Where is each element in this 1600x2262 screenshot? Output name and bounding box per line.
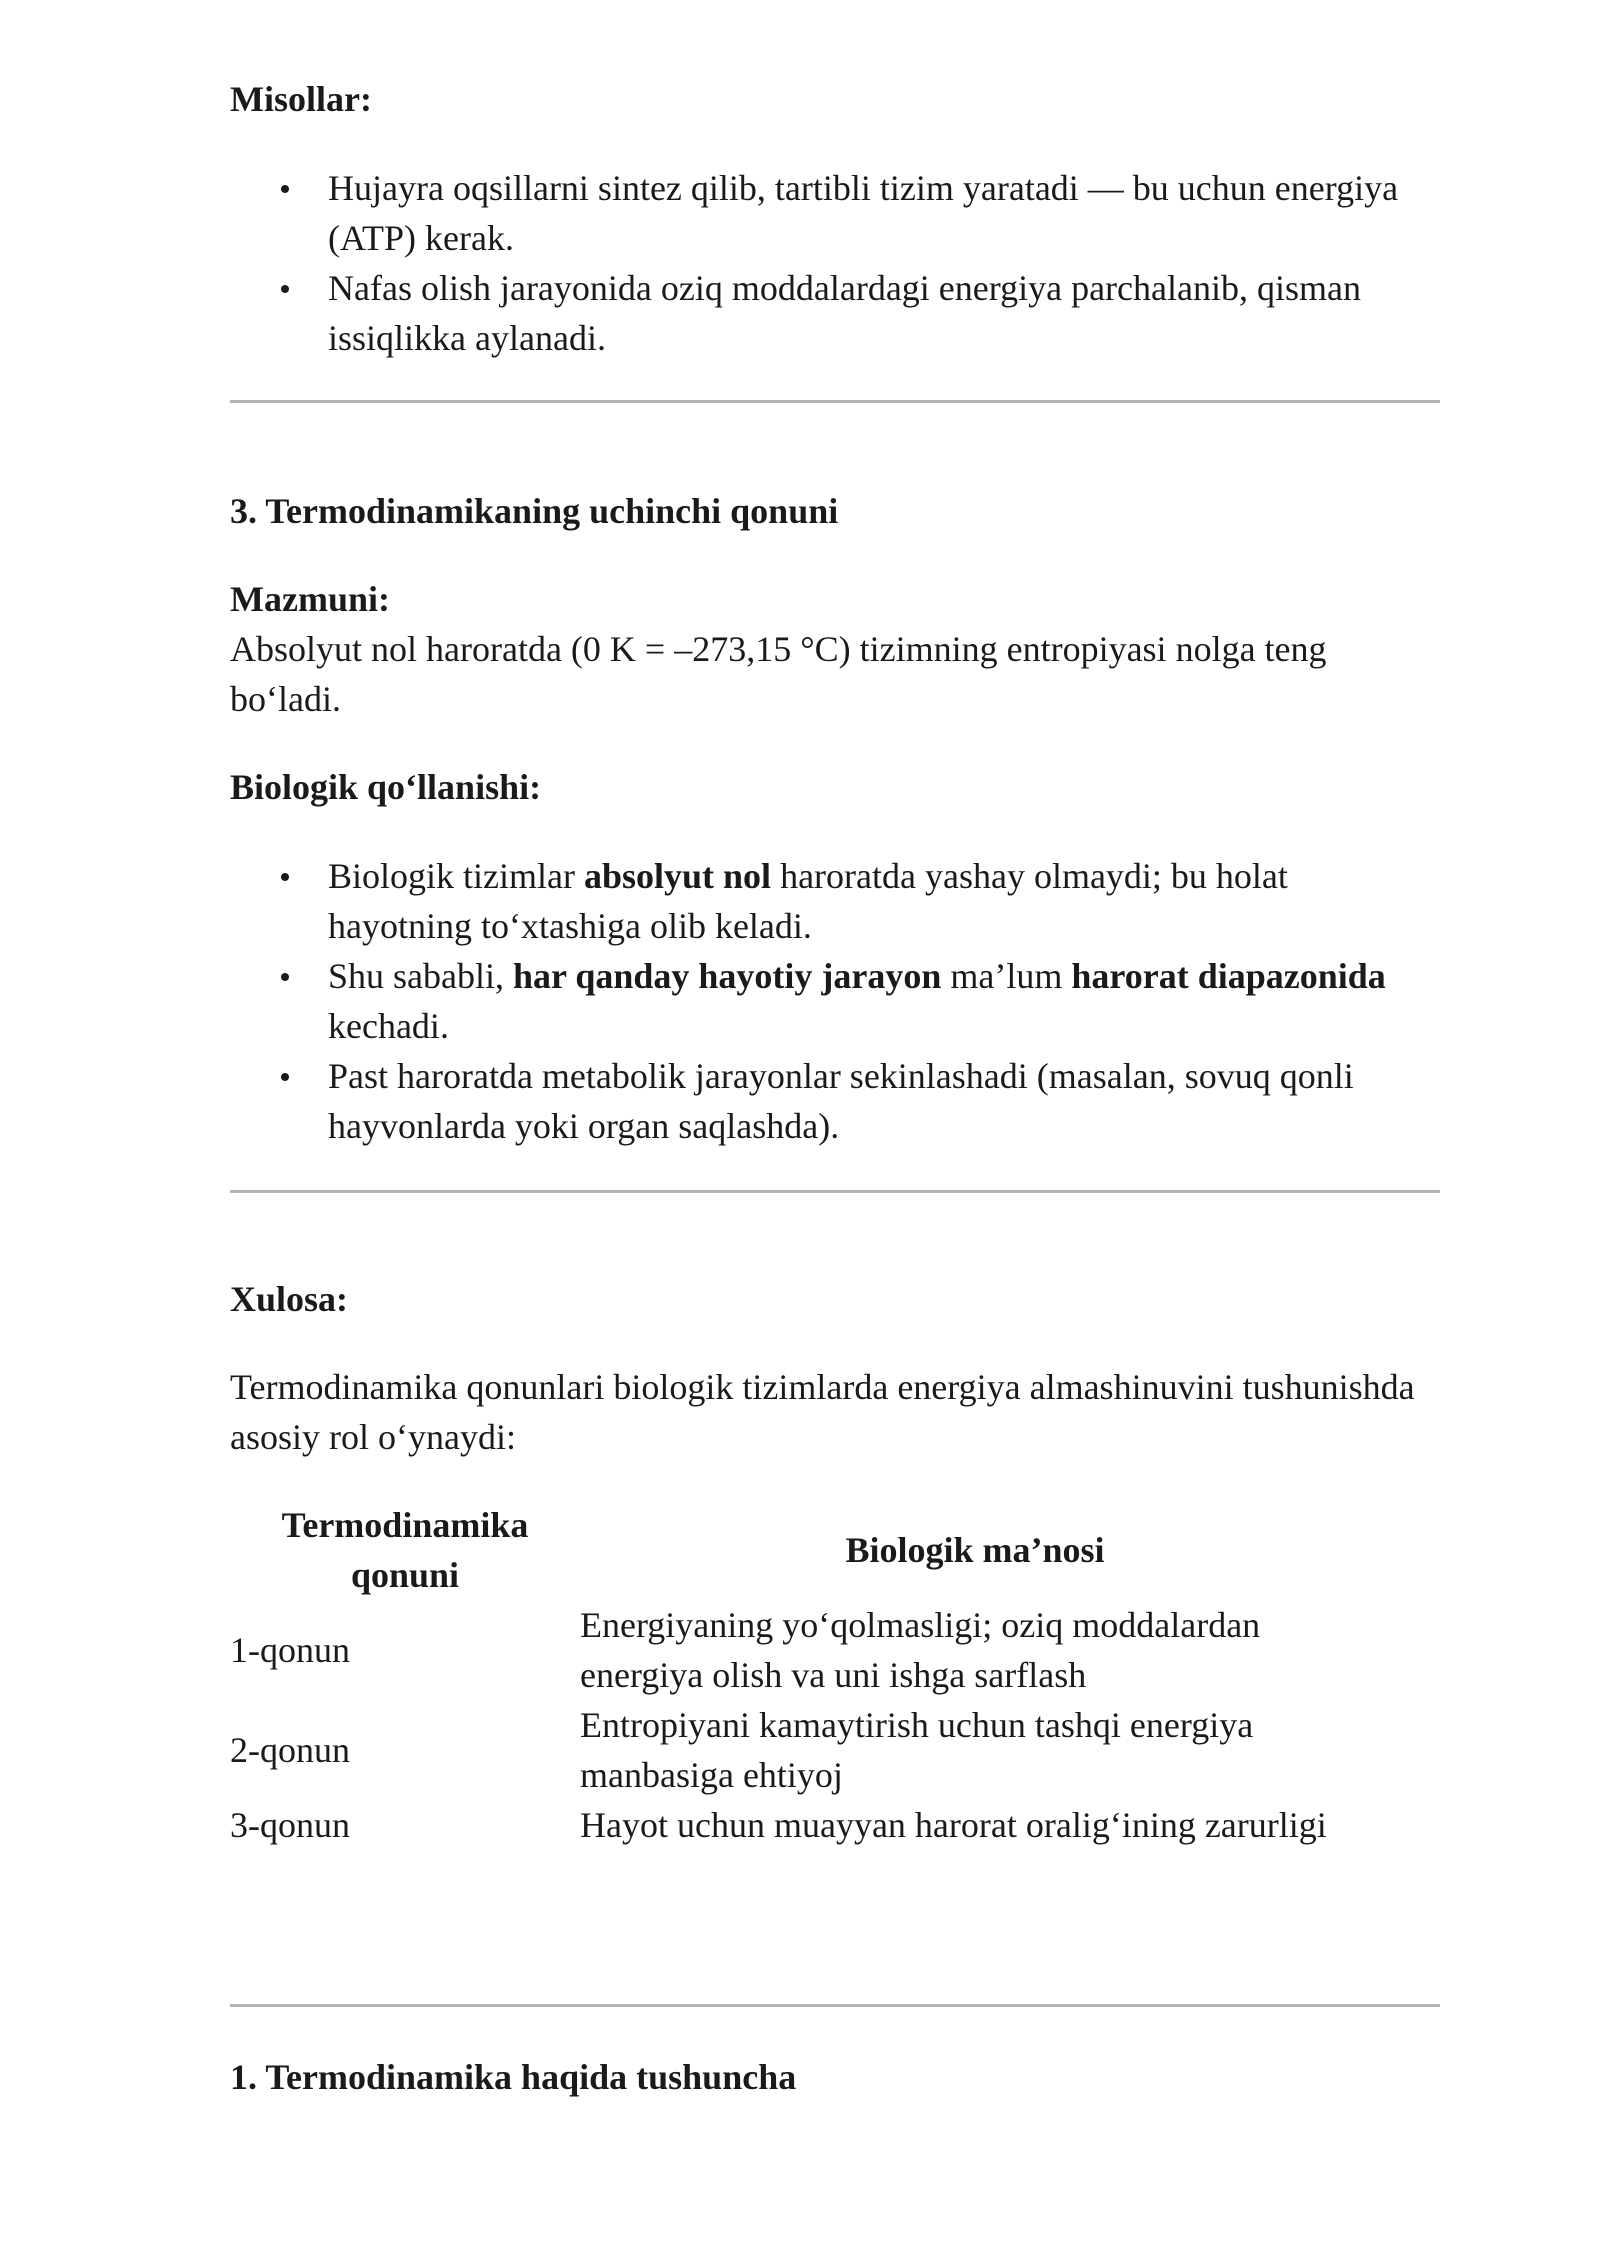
table-header-row <box>230 1500 1370 1600</box>
table-header-law: Termodinamika qonuni <box>281 1505 529 1595</box>
bullet-icon <box>281 873 289 881</box>
list-item-text: Nafas olish jarayonida oziq moddalardagi energiya parchalanib, qisman issiqlikka aylanadi. <box>328 268 1361 358</box>
section-title: 3. Termodinamikaning uchinchi qonuni <box>230 491 839 531</box>
text-run: ma’lum <box>941 956 1072 996</box>
table-row <box>230 1800 1370 1850</box>
divider <box>230 2004 1440 2007</box>
biologik-label: Biologik qo‘llanishi: <box>230 767 542 807</box>
text-run: haroratda yashay olmaydi; bu holat hayotning to‘xtashiga olib keladi. <box>328 856 1288 946</box>
text-run-bold: har qanday hayotiy jarayon <box>513 956 942 996</box>
bullet-icon <box>281 1073 289 1081</box>
bullet-icon <box>281 973 289 981</box>
mazmuni-text: Absolyut nol haroratda (0 K = –273,15 °C) tizimning entropiyasi nolga teng bo‘ladi. <box>230 629 1327 719</box>
bullet-icon <box>281 185 289 193</box>
misollar-list <box>230 163 1440 363</box>
xulosa-text: Termodinamika qonunlari biologik tizimlarda energiya almashinuvini tushunishda asosiy rol o‘ynaydi: <box>230 1367 1415 1457</box>
text-run: Shu sababli, <box>328 956 513 996</box>
table-row <box>230 1600 1370 1700</box>
list-item <box>230 1051 1440 1151</box>
table-cell-law: 2-qonun <box>230 1730 350 1770</box>
list-item-text: Hujayra oqsillarni sintez qilib, tartibli tizim yaratadi — bu uchun energiya (ATP) kerak. <box>328 168 1399 258</box>
text-run: Biologik tizimlar <box>328 856 584 896</box>
text-run-bold: absolyut nol <box>583 856 772 896</box>
bullet-icon <box>281 285 289 293</box>
list-item-text: Past haroratda metabolik jarayonlar sekinlashadi (masalan, sovuq qonli hayvonlarda yoki organ saqlashda). <box>328 1056 1354 1146</box>
list-item <box>230 951 1440 1051</box>
divider <box>230 1190 1440 1193</box>
table-cell-meaning: Hayot uchun muayyan harorat oralig‘ining zarurligi <box>580 1805 1327 1845</box>
section-title: 1. Termodinamika haqida tushuncha <box>230 2057 797 2097</box>
text-run-bold: harorat diapazonida <box>1071 956 1386 996</box>
xulosa-heading: Xulosa: <box>230 1279 349 1319</box>
list-item <box>230 263 1440 363</box>
table-header-meaning: Biologik ma’nosi <box>845 1530 1105 1570</box>
table-cell-meaning: Energiyaning yo‘qolmasligi; oziq moddalardan energiya olish va uni ishga sarflash <box>580 1605 1261 1695</box>
mazmuni-label: Mazmuni: <box>230 579 390 619</box>
text-run: kechadi. <box>328 1006 449 1046</box>
table-cell-law: 3-qonun <box>230 1805 350 1845</box>
list-item-text <box>328 956 1386 1046</box>
table-row <box>230 1700 1370 1800</box>
summary-table <box>230 1500 1370 1850</box>
list-item-text <box>328 856 1288 946</box>
table-cell-law: 1-qonun <box>230 1630 350 1670</box>
biologik-list <box>230 851 1440 1151</box>
misollar-heading: Misollar: <box>230 79 372 119</box>
list-item <box>230 851 1440 951</box>
divider <box>230 400 1440 403</box>
table-cell-meaning: Entropiyani kamaytirish uchun tashqi energiya manbasiga ehtiyoj <box>580 1705 1254 1795</box>
list-item <box>230 163 1440 263</box>
